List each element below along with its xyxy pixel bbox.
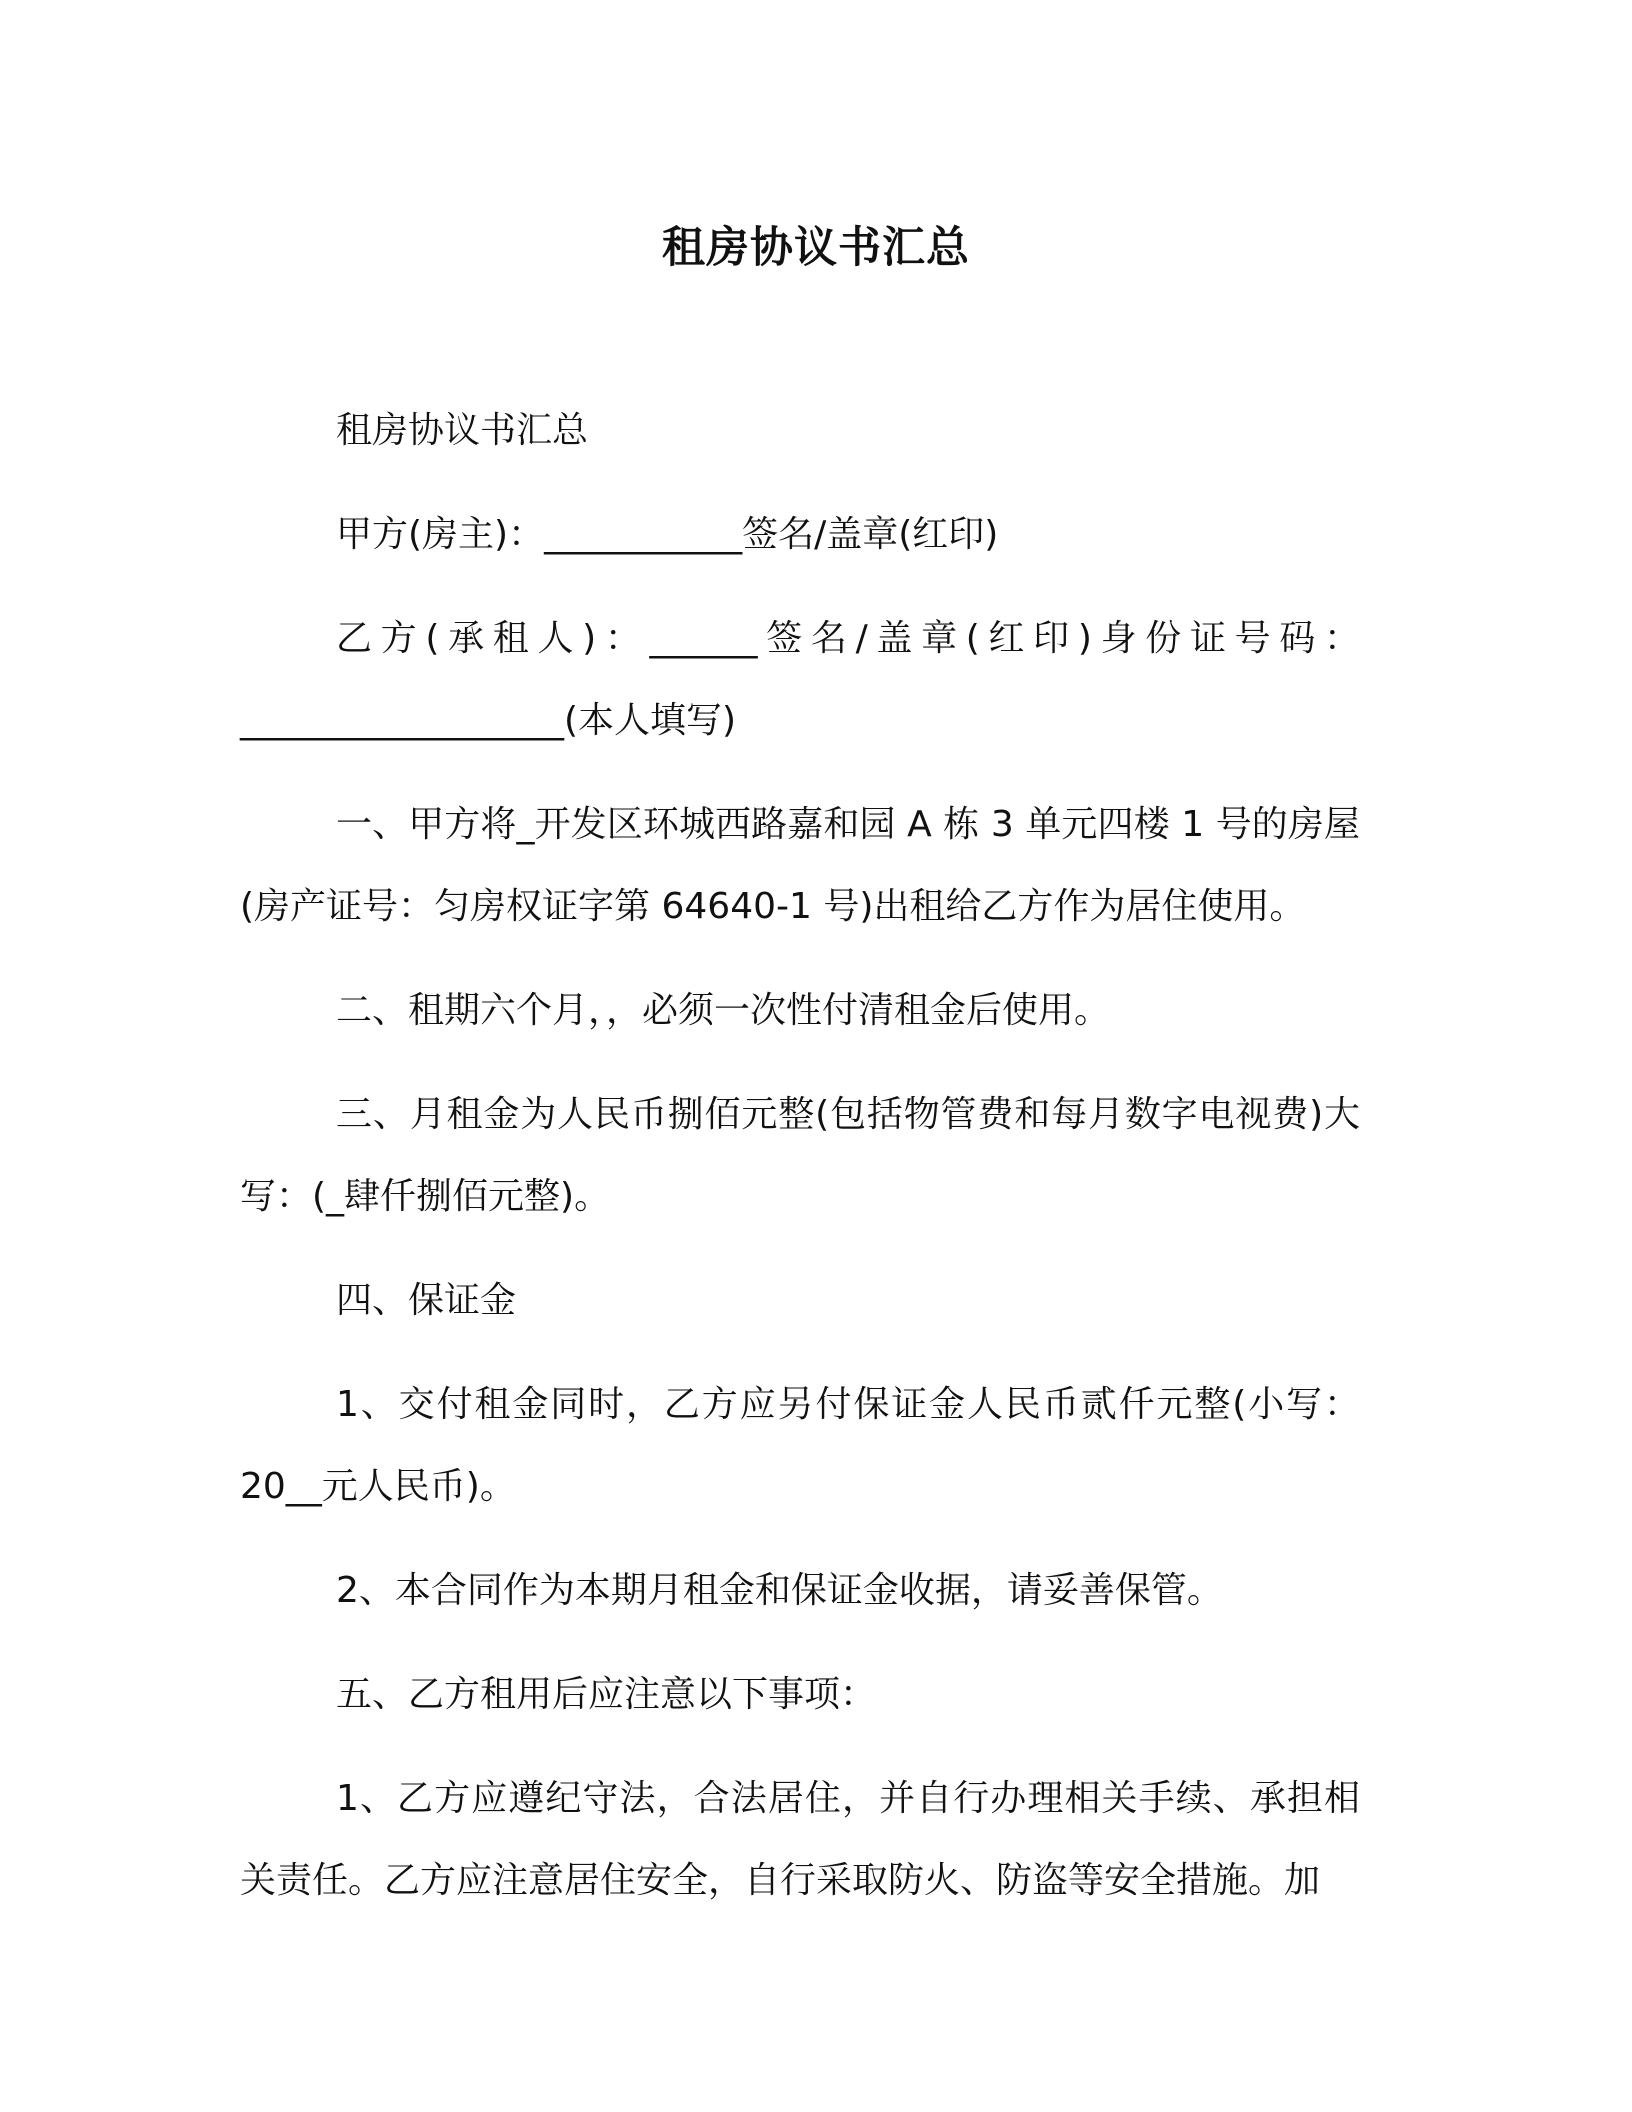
document-body xyxy=(240,390,1360,1944)
paragraph-clause-4-2: 2、本合同作为本期月租金和保证金收据，请妥善保管。 xyxy=(336,1570,1223,1611)
paragraph-clause-1: 一、甲方将_开发区环城西路嘉和园 A 栋 3 单元四楼 1 号的房屋(房产证号：匀房权证字第 64640-1 号)出租给乙方作为居住使用。 xyxy=(240,804,1360,927)
paragraph-heading: 租房协议书汇总 xyxy=(336,410,589,451)
paragraph-clause-5-1: 1、乙方应遵纪守法，合法居住，并自行办理相关手续、承担相关责任。乙方应注意居住安全，自行采取防火、防盗等安全措施。加 xyxy=(240,1778,1360,1901)
paragraph-party-a: 甲方(房主)：___________签名/盖章(红印) xyxy=(336,514,999,555)
paragraph-clause-5: 五、乙方租用后应注意以下事项： xyxy=(336,1674,877,1715)
paragraph-party-b: 乙方(承租人)：______签名/盖章(红印)身份证号码：__________________(本人填写) xyxy=(240,618,1360,741)
paragraph-clause-2: 二、租期六个月，，必须一次性付清租金后使用。 xyxy=(336,990,1111,1031)
paragraph-clause-4-1: 1、交付租金同时，乙方应另付保证金人民币贰仟元整(小写：20__元人民币)。 xyxy=(240,1384,1360,1507)
paragraph-clause-4: 四、保证金 xyxy=(336,1280,517,1321)
paragraph-clause-3: 三、月租金为人民币捌佰元整(包括物管费和每月数字电视费)大写：(_肆仟捌佰元整)。 xyxy=(240,1094,1360,1217)
document-title: 租房协议书汇总 xyxy=(662,223,970,273)
